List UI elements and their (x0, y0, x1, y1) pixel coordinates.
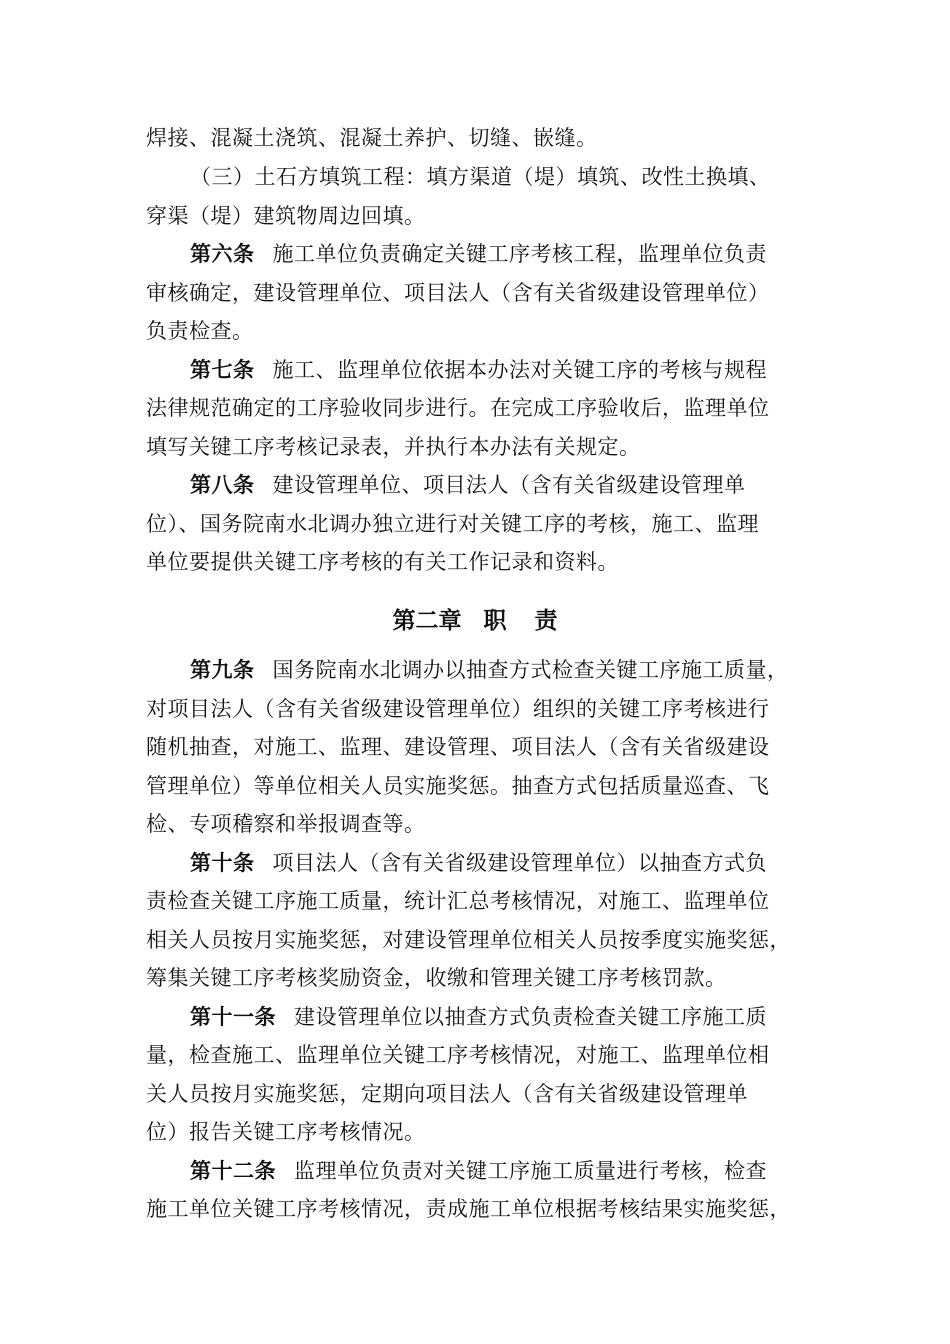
article-11-line (190, 1004, 830, 1030)
text-line: 关人员按月实施奖惩，定期向项目法人（含有关省级建设管理单 (146, 1082, 748, 1106)
article-10-line (190, 850, 830, 876)
text-line: 法律规范确定的工序验收同步进行。在完成工序验收后，监理单位 (146, 396, 770, 420)
article-9-line (190, 657, 830, 683)
article-6-label: 第六条 (190, 242, 255, 266)
article-7-label: 第七条 (190, 358, 255, 382)
article-8-label: 第八条 (190, 473, 255, 497)
article-7-line (190, 357, 830, 383)
article-11-text: 建设管理单位以抽查方式负责检查关键工序施工质 (294, 1005, 767, 1029)
chapter-title-char-1: 职 (483, 608, 507, 634)
text-line: （三）土石方填筑工程：填方渠道（堤）填筑、改性土换填、 (190, 165, 771, 189)
text-line: 对项目法人（含有关省级建设管理单位）组织的关键工序考核进行 (146, 697, 770, 721)
chapter-title-char-2: 责 (534, 608, 558, 634)
text-line: 相关人员按月实施奖惩，对建设管理单位相关人员按季度实施奖惩， (146, 928, 791, 952)
article-12-line (190, 1158, 830, 1184)
article-9-label: 第九条 (190, 658, 255, 682)
article-11-label: 第十一条 (190, 1005, 276, 1029)
text-line: 检、专项稽察和举报调查等。 (146, 812, 426, 836)
text-line: 焊接、混凝土浇筑、混凝土养护、切缝、嵌缝。 (146, 126, 598, 150)
article-12-text: 监理单位负责对关键工序施工质量进行考核，检查 (294, 1159, 767, 1183)
text-line: 穿渠（堤）建筑物周边回填。 (146, 204, 426, 228)
article-6-text: 施工单位负责确定关键工序考核工程，监理单位负责 (272, 242, 767, 266)
text-line: 审核确定，建设管理单位、项目法人（含有关省级建设管理单位） (146, 281, 770, 305)
text-line: 填写关键工序考核记录表，并执行本办法有关规定。 (146, 435, 641, 459)
text-line: 量，检查施工、监理单位关键工序考核情况，对施工、监理单位相 (146, 1043, 770, 1067)
article-12-label: 第十二条 (190, 1159, 276, 1183)
text-line: 位）报告关键工序考核情况。 (146, 1120, 426, 1144)
text-line: 管理单位）等单位相关人员实施奖惩。抽查方式包括质量巡查、飞 (146, 774, 770, 798)
text-line: 施工单位关键工序考核情况，责成施工单位根据考核结果实施奖惩， (146, 1197, 791, 1221)
article-7-text: 施工、监理单位依据本办法对关键工序的考核与规程 (272, 358, 767, 382)
chapter-heading (0, 606, 950, 636)
article-8-line (190, 472, 830, 498)
text-line: 位）、国务院南水北调办独立进行对关键工序的考核，施工、监理 (146, 512, 759, 536)
article-10-label: 第十条 (190, 851, 255, 875)
text-line: 负责检查。 (146, 319, 254, 343)
text-line: 筹集关键工序考核奖励资金，收缴和管理关键工序考核罚款。 (146, 966, 727, 990)
text-line: 单位要提供关键工序考核的有关工作记录和资料。 (146, 550, 619, 574)
article-6-line (190, 241, 830, 267)
chapter-number: 第二章 (392, 608, 462, 634)
text-line: 责检查关键工序施工质量，统计汇总考核情况，对施工、监理单位 (146, 889, 770, 913)
article-10-text: 项目法人（含有关省级建设管理单位）以抽查方式负 (272, 851, 767, 875)
article-9-text: 国务院南水北调办以抽查方式检查关键工序施工质量， (272, 658, 789, 682)
article-8-text: 建设管理单位、项目法人（含有关省级建设管理单 (272, 473, 746, 497)
text-line: 随机抽查，对施工、监理、建设管理、项目法人（含有关省级建设 (146, 735, 770, 759)
